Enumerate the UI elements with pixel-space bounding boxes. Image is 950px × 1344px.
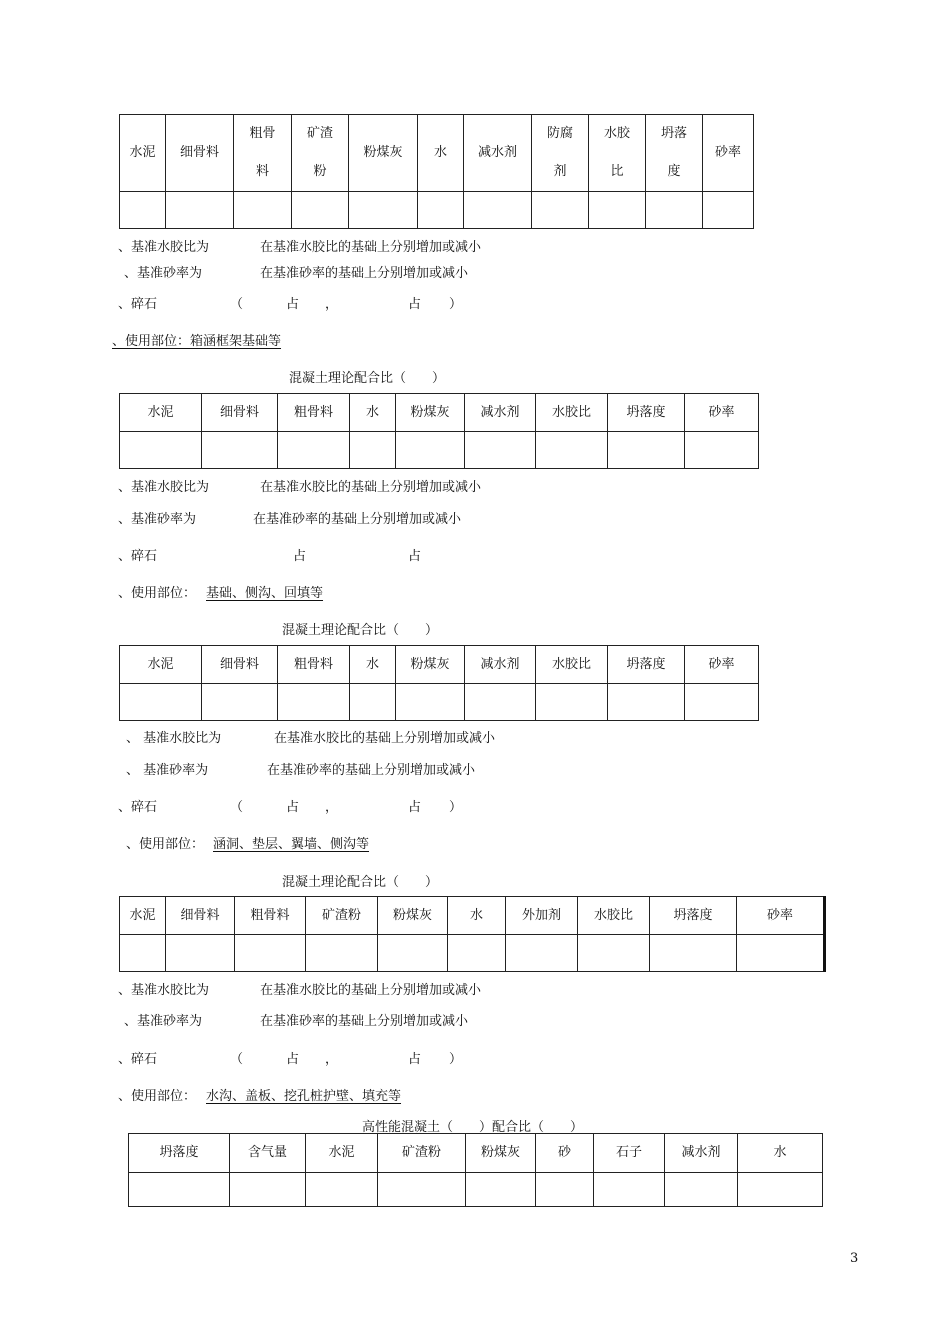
- header-cell: 粉煤灰: [396, 394, 465, 432]
- value-cell[interactable]: [278, 432, 350, 469]
- value-cell[interactable]: [396, 432, 465, 469]
- header-cell: 水: [350, 394, 396, 432]
- header-cell: 细骨料: [166, 897, 235, 935]
- value-cell[interactable]: [608, 432, 685, 469]
- header-cell: 坍落度: [608, 646, 685, 684]
- value-cell[interactable]: [536, 684, 608, 721]
- value-cell[interactable]: [350, 684, 396, 721]
- base-wb-ratio-label: 、 基准水胶比为: [126, 731, 222, 746]
- header-cell: 含气量: [230, 1134, 306, 1173]
- header-cell: 水: [448, 897, 506, 935]
- value-cell[interactable]: [465, 684, 536, 721]
- value-cell[interactable]: [235, 935, 306, 972]
- header-cell: 粗骨料: [278, 394, 350, 432]
- header-cell: 水: [350, 646, 396, 684]
- hpc-title: 高性能混凝土（ ）配合比（ ）: [362, 1120, 584, 1135]
- value-cell[interactable]: [738, 1173, 823, 1207]
- header-cell: 砂率: [703, 115, 754, 192]
- value-cell[interactable]: [292, 192, 349, 229]
- base-wb-ratio-label: 、基准水胶比为: [118, 240, 210, 255]
- header-cell: 细骨料: [202, 394, 278, 432]
- gravel-share-2: 占: [408, 549, 422, 564]
- gravel-comma: ，: [325, 800, 339, 815]
- header-cell: 坍落度: [129, 1134, 230, 1173]
- table-row: [120, 684, 759, 721]
- header-cell: 细骨料: [202, 646, 278, 684]
- header-cell: 坍落 度: [646, 115, 703, 192]
- value-cell[interactable]: [685, 684, 759, 721]
- usage-value: 基础、侧沟、回填等: [206, 586, 324, 601]
- gravel-comma: ，: [325, 297, 339, 312]
- value-cell[interactable]: [532, 192, 589, 229]
- value-cell[interactable]: [202, 684, 278, 721]
- header-cell: 砂率: [685, 394, 759, 432]
- value-cell[interactable]: [166, 935, 235, 972]
- header-cell: 粗骨料: [235, 897, 306, 935]
- gravel-share-2: 占: [408, 297, 422, 312]
- gravel-share-2: 占: [408, 1052, 422, 1067]
- base-sand-ratio-label: 、 基准砂率为: [126, 763, 209, 778]
- value-cell[interactable]: [120, 935, 166, 972]
- value-cell[interactable]: [120, 192, 166, 229]
- value-cell[interactable]: [350, 432, 396, 469]
- value-cell[interactable]: [506, 935, 578, 972]
- value-cell[interactable]: [120, 684, 202, 721]
- header-cell: 坍落度: [608, 394, 685, 432]
- header-cell: 外加剂: [506, 897, 578, 935]
- value-cell[interactable]: [396, 684, 465, 721]
- header-cell: 石子: [594, 1134, 665, 1173]
- header-cell: 减水剂: [465, 646, 536, 684]
- mix-table-2: [119, 393, 759, 469]
- header-cell: 粉煤灰: [349, 115, 418, 192]
- value-cell[interactable]: [594, 1173, 665, 1207]
- gravel-paren-open: （: [230, 800, 244, 815]
- header-cell: 防腐 剂: [532, 115, 589, 192]
- base-wb-ratio-note: 在基准水胶比的基础上分别增加或减小: [260, 983, 482, 998]
- header-cell: 坍落度: [650, 897, 737, 935]
- value-cell[interactable]: [464, 192, 532, 229]
- base-wb-ratio-label: 、基准水胶比为: [118, 480, 210, 495]
- gravel-share-1: 占: [286, 800, 300, 815]
- header-cell: 水胶比: [536, 646, 608, 684]
- value-cell[interactable]: [378, 935, 448, 972]
- base-sand-ratio-label: 、基准砂率为: [124, 1014, 203, 1029]
- table-row: [120, 192, 754, 229]
- mix-table-3: [119, 645, 759, 721]
- value-cell[interactable]: [306, 1173, 378, 1207]
- value-cell[interactable]: [608, 684, 685, 721]
- usage-value: 涵洞、垫层、翼墙、侧沟等: [213, 837, 370, 852]
- header-cell: 水泥: [120, 394, 202, 432]
- header-cell: 矿渣粉: [306, 897, 378, 935]
- base-sand-ratio-note: 在基准砂率的基础上分别增加或减小: [260, 1014, 469, 1029]
- value-cell[interactable]: [536, 1173, 594, 1207]
- table-row: [120, 432, 759, 469]
- gravel-share-1: 占: [286, 1052, 300, 1067]
- gravel-paren-open: （: [230, 1052, 244, 1067]
- header-cell: 减水剂: [465, 394, 536, 432]
- header-cell: 水泥: [120, 646, 202, 684]
- value-cell[interactable]: [166, 192, 234, 229]
- base-sand-ratio-note: 在基准砂率的基础上分别增加或减小: [253, 512, 462, 527]
- value-cell[interactable]: [685, 432, 759, 469]
- header-cell: 细骨料: [166, 115, 234, 192]
- value-cell[interactable]: [448, 935, 506, 972]
- gravel-label: 、碎石: [118, 1052, 158, 1067]
- header-cell: 水胶比: [536, 394, 608, 432]
- header-cell: 水泥: [120, 897, 166, 935]
- gravel-comma: ，: [325, 1052, 339, 1067]
- value-cell[interactable]: [418, 192, 464, 229]
- mix-table-1: [119, 114, 754, 229]
- header-cell: 砂率: [685, 646, 759, 684]
- value-cell[interactable]: [378, 1173, 466, 1207]
- gravel-share-2: 占: [408, 800, 422, 815]
- table-row: [120, 935, 825, 972]
- value-cell[interactable]: [466, 1173, 536, 1207]
- header-cell: 粗骨料: [278, 646, 350, 684]
- gravel-label: 、碎石: [118, 297, 158, 312]
- base-wb-ratio-note: 在基准水胶比的基础上分别增加或减小: [260, 480, 482, 495]
- table-row: [129, 1173, 823, 1207]
- value-cell[interactable]: [703, 192, 754, 229]
- header-cell: 砂: [536, 1134, 594, 1173]
- gravel-paren-close: ）: [449, 800, 463, 815]
- header-cell: 粗骨 料: [234, 115, 292, 192]
- header-cell: 粉煤灰: [378, 897, 448, 935]
- page-number: 3: [850, 1251, 859, 1266]
- value-cell[interactable]: [650, 935, 737, 972]
- header-cell: 粉煤灰: [396, 646, 465, 684]
- base-wb-ratio-note: 在基准水胶比的基础上分别增加或减小: [260, 240, 482, 255]
- header-cell: 砂率: [737, 897, 825, 935]
- gravel-paren-close: ）: [449, 297, 463, 312]
- gravel-paren-open: （: [230, 297, 244, 312]
- header-cell: 粉煤灰: [466, 1134, 536, 1173]
- base-sand-ratio-note: 在基准砂率的基础上分别增加或减小: [267, 763, 476, 778]
- usage-location: 、使用部位：箱涵框架基础等: [112, 334, 282, 349]
- header-cell: 矿渣粉: [378, 1134, 466, 1173]
- usage-label: 、使用部位：: [126, 837, 205, 852]
- value-cell[interactable]: [230, 1173, 306, 1207]
- header-cell: 水泥: [120, 115, 166, 192]
- value-cell[interactable]: [349, 192, 418, 229]
- header-cell: 水: [738, 1134, 823, 1173]
- value-cell[interactable]: [737, 935, 825, 972]
- value-cell[interactable]: [202, 432, 278, 469]
- header-cell: 水胶比: [578, 897, 650, 935]
- value-cell[interactable]: [278, 684, 350, 721]
- header-cell: 水: [418, 115, 464, 192]
- gravel-paren-close: ）: [449, 1052, 463, 1067]
- mix-title-4: 混凝土理论配合比（ ）: [282, 875, 439, 890]
- header-cell: 水泥: [306, 1134, 378, 1173]
- header-cell: 矿渣 粉: [292, 115, 349, 192]
- value-cell[interactable]: [589, 192, 646, 229]
- gravel-share-1: 占: [293, 549, 307, 564]
- usage-value: 水沟、盖板、挖孔桩护壁、填充等: [206, 1089, 402, 1104]
- value-cell[interactable]: [665, 1173, 738, 1207]
- base-sand-ratio-note: 在基准砂率的基础上分别增加或减小: [260, 266, 469, 281]
- base-wb-ratio-note: 在基准水胶比的基础上分别增加或减小: [274, 731, 496, 746]
- gravel-label: 、碎石: [118, 549, 158, 564]
- value-cell[interactable]: [234, 192, 292, 229]
- mix-title-3: 混凝土理论配合比（ ）: [282, 623, 439, 638]
- header-cell: 减水剂: [665, 1134, 738, 1173]
- value-cell[interactable]: [646, 192, 703, 229]
- header-cell: 减水剂: [464, 115, 532, 192]
- header-cell: 水胶 比: [589, 115, 646, 192]
- gravel-label: 、碎石: [118, 800, 158, 815]
- hpc-table: [128, 1133, 823, 1207]
- value-cell[interactable]: [578, 935, 650, 972]
- value-cell[interactable]: [465, 432, 536, 469]
- value-cell[interactable]: [129, 1173, 230, 1207]
- value-cell[interactable]: [536, 432, 608, 469]
- base-sand-ratio-label: 、基准砂率为: [118, 512, 197, 527]
- mix-table-4: [119, 896, 826, 972]
- value-cell[interactable]: [120, 432, 202, 469]
- usage-label: 、使用部位：: [118, 1089, 197, 1104]
- value-cell[interactable]: [306, 935, 378, 972]
- gravel-share-1: 占: [286, 297, 300, 312]
- base-wb-ratio-label: 、基准水胶比为: [118, 983, 210, 998]
- usage-label: 、使用部位：: [118, 586, 197, 601]
- base-sand-ratio-label: 、基准砂率为: [124, 266, 203, 281]
- mix-title-2: 混凝土理论配合比（ ）: [289, 371, 446, 386]
